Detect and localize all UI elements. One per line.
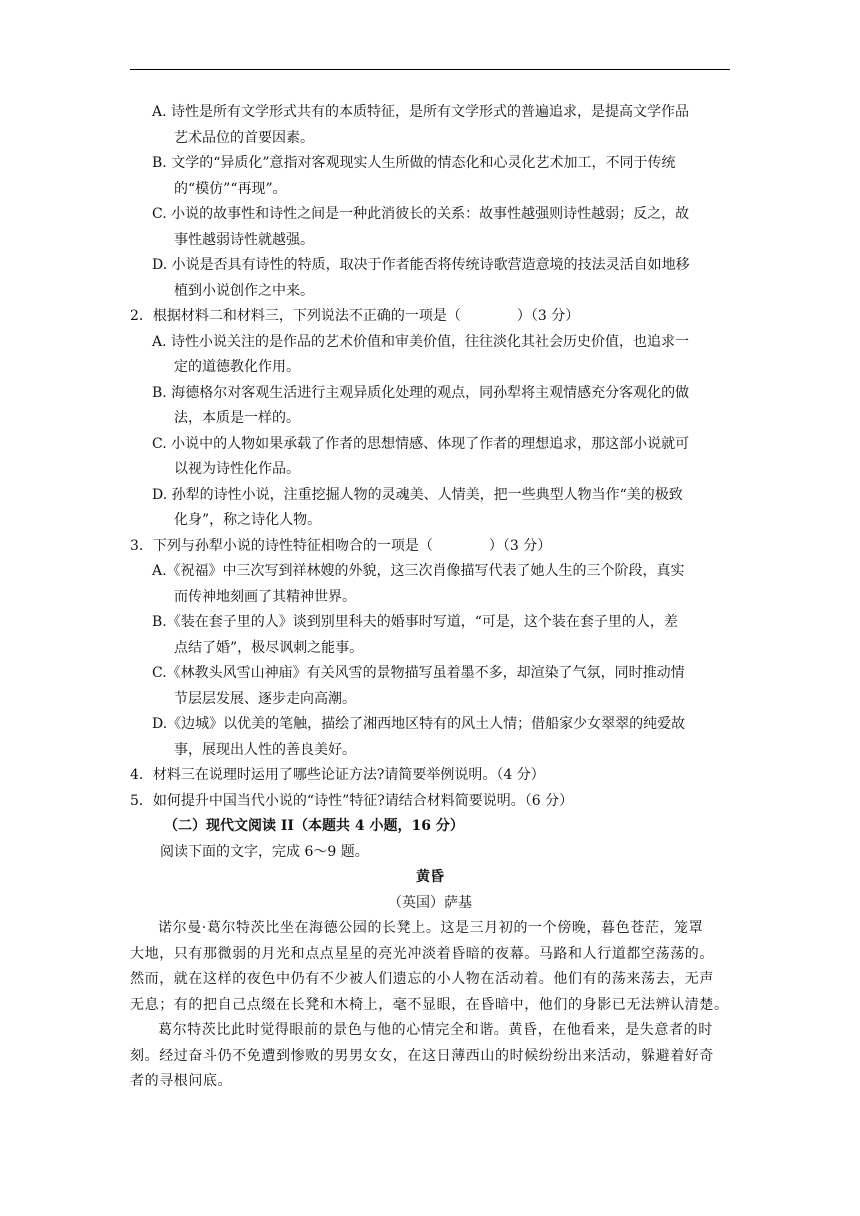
option-line: 而传神地刻画了其精神世界。	[174, 588, 356, 605]
question-5: 5．如何提升中国当代小说的“诗性”特征?请结合材料简要说明。（6 分）	[130, 792, 574, 809]
q1-option-b	[130, 151, 730, 202]
option-line: B. 海德格尔对客观生活进行主观异质化处理的观点，同孙犁将主观情感充分客观化的做	[152, 384, 690, 401]
option-line: 以视为诗性化作品。	[174, 461, 300, 477]
document-body	[130, 100, 730, 1095]
q1-option-c	[130, 202, 730, 253]
paragraph-line: 刻。经过奋斗仍不免遭到惨败的男男女女，在这日薄西山的时候纷纷出来活动，躲避着好奇	[130, 1047, 714, 1064]
q2-option-b	[130, 381, 730, 432]
option-line: 事，展现出人性的善良美好。	[174, 741, 356, 758]
option-line: C. 小说中的人物如果承载了作者的思想情感、体现了作者的理想追求，那这部小说就可	[152, 435, 690, 452]
story-author: （英国）萨基	[388, 894, 472, 911]
option-line: 节层层发展、逐步走向高潮。	[174, 690, 356, 707]
q1-option-d	[130, 253, 730, 304]
q3-option-a	[130, 559, 730, 610]
paragraph-line: 诺尔曼·葛尔特茨比坐在海德公园的长凳上。这是三月初的一个傍晚，暮色苍茫，笼罩	[158, 920, 704, 936]
paragraph-line: 然而，就在这样的夜色中仍有不少被人们遗忘的小人物在活动着。他们有的荡来荡去，无声	[130, 971, 714, 987]
option-line: 法，本质是一样的。	[174, 410, 300, 426]
option-line: A. 诗性小说关注的是作品的艺术价值和审美价值，往往淡化其社会历史价值，也追求一	[152, 333, 690, 350]
option-line: A.《祝福》中三次写到祥林嫂的外貌，这三次肖像描写代表了她人生的三个阶段，真实	[152, 563, 685, 579]
option-line: 化身”，称之诗化人物。	[174, 512, 322, 528]
option-line: 点结了婚”，极尽讽刺之能事。	[174, 639, 364, 656]
question-4: 4．材料三在说理时运用了哪些论证方法?请简要举例说明。（4 分）	[130, 767, 545, 783]
option-line: B.《装在套子里的人》谈到别里科夫的婚事时写道，“可是，这个装在套子里的人，差	[152, 614, 678, 630]
option-line: D. 孙犁的诗性小说，注重挖掘人物的灵魂美、人情美，把一些典型人物当作“美的极致	[152, 486, 683, 503]
question-3-stem: 3．下列与孙犁小说的诗性特征相吻合的一项是（ ）（3 分）	[130, 537, 552, 554]
story-paragraph-2	[130, 1018, 730, 1095]
option-line: C. 小说的故事性和诗性之间是一种此消彼长的关系：故事性越强则诗性越弱；反之，故	[152, 206, 690, 222]
option-line: 植到小说创作之中来。	[174, 282, 314, 299]
paragraph-line: 无息；有的把自己点缀在长凳和木椅上，毫不显眼，在昏暗中，他们的身影已无法辨认清楚。	[130, 996, 729, 1013]
story-paragraph-1	[130, 916, 730, 1018]
option-line: D.《边城》以优美的笔触，描绘了湘西地区特有的风土人情；借船家少女翠翠的纯爱故	[152, 716, 686, 732]
section-heading: （二）现代文阅读 II（本题共 4 小题，16 分）	[164, 818, 464, 834]
option-line: 的“模仿”“再现”。	[174, 180, 287, 197]
option-line: 定的道德教化作用。	[174, 359, 300, 375]
q2-option-a	[130, 330, 730, 381]
paragraph-line: 大地，只有那微弱的月光和点点星星的亮光冲淡着昏暗的夜幕。马路和人行道都空荡荡的。	[130, 945, 714, 962]
header-rule	[130, 69, 730, 70]
q2-option-d	[130, 483, 730, 534]
option-line: C.《林教头风雪山神庙》有关风雪的景物描写虽着墨不多，却渲染了气氛，同时推动情	[152, 665, 685, 681]
option-line: A. 诗性是所有文学形式共有的本质特征，是所有文学形式的普遍追求，是提高文学作品	[152, 104, 690, 120]
q2-option-c	[130, 432, 730, 483]
reading-instruction: 阅读下面的文字，完成 6～9 题。	[160, 843, 369, 860]
q3-option-c	[130, 661, 730, 712]
paragraph-line: 葛尔特茨比此时觉得眼前的景色与他的心情完全和谐。黄昏，在他看来，是失意者的时	[158, 1022, 713, 1038]
option-line: 艺术品位的首要因素。	[174, 129, 314, 146]
option-line: B. 文学的“异质化”意指对客观现实人生所做的情态化和心灵化艺术加工，不同于传统	[152, 155, 676, 171]
option-line: 事性越弱诗性就越强。	[174, 231, 314, 248]
option-line: D. 小说是否具有诗性的特质，取决于作者能否将传统诗歌营造意境的技法灵活自如地移	[152, 257, 690, 273]
question-2-stem: 2．根据材料二和材料三，下列说法不正确的一项是（ ）（3 分）	[130, 308, 580, 324]
q1-option-a	[130, 100, 730, 151]
q3-option-b	[130, 610, 730, 661]
story-title: 黄昏	[416, 869, 444, 885]
q3-option-d	[130, 712, 730, 763]
paragraph-line: 者的寻根问底。	[130, 1073, 233, 1089]
